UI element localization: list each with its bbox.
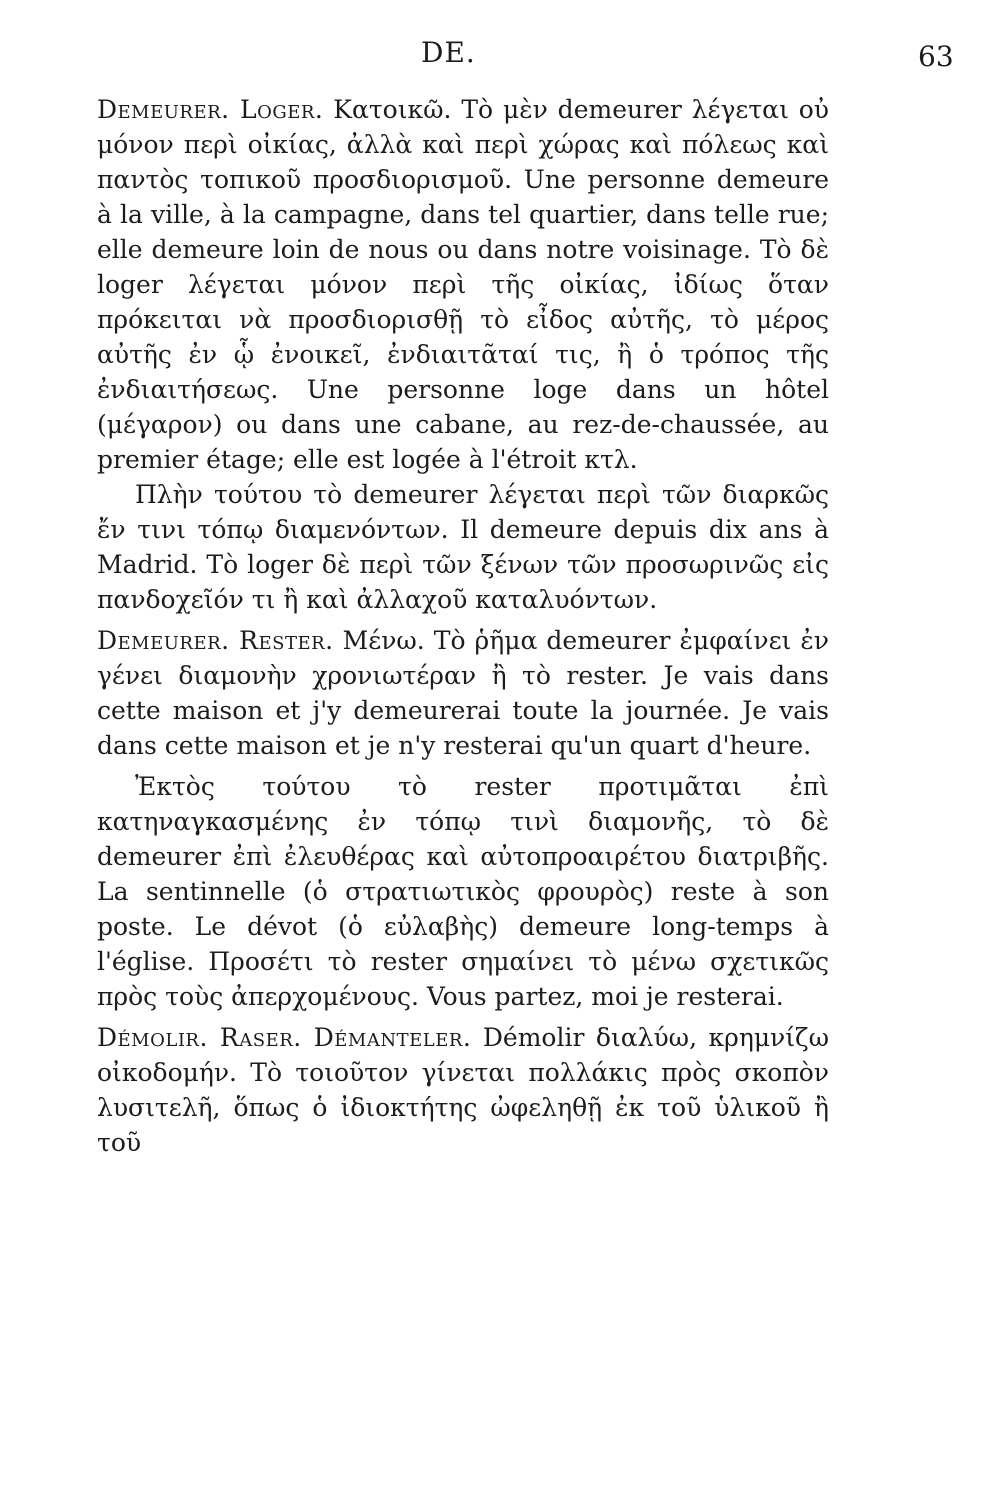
paragraph-continuation (97, 769, 829, 1014)
entry-heading: Démolir. Raser. Démanteler. (97, 1023, 472, 1052)
entry-heading: Demeurer. Loger. (97, 95, 324, 124)
entry-heading: Demeurer. Rester. (97, 626, 334, 655)
paragraph-text: Ἐκτὸς τούτου τὸ rester προτιμᾶται ἐπὶ κατηναγκασμένης ἐν τόπῳ τινὶ διαμονῆς, τὸ δὲ demeurer ἐπὶ ἐλευθέρας καὶ αὐτοπροαιρέτου διατριβῆς. La sentinnelle (ὁ στρατιωτικὸς φρουρὸς) reste à son poste. Le dévot (ὁ εὐλαβὴς) demeure long-temps à l'église. Προσέτι τὸ rester σημαίνει τὸ μένω σχετικῶς πρὸς τοὺς ἀπερχομένους. Vous partez, moi je resterai. (97, 772, 829, 1011)
entry-text: Démolir διαλύω, κρημνίζω οἰκοδομήν. Τὸ τοιοῦτον γίνεται πολλάκις πρὸς σκοπὸν λυσιτελῆ, ὅπως ὁ ἰδιοκτήτης ὠφεληθῇ ἐκ τοῦ ὑλικοῦ ἢ τοῦ (97, 1023, 829, 1157)
page-number: 63 (918, 40, 954, 73)
entry-text: Μένω. Τὸ ῥῆμα demeurer ἐμφαίνει ἐν γένει διαμονὴν χρονιωτέραν ἢ τὸ rester. Je vais dans cette maison et j'y demeurerai toute la journée. Je vais dans cette maison et je n'y resterai qu'un quart d'heure. (97, 626, 829, 760)
body-text (97, 92, 829, 1160)
entry-text: Κατοικῶ. Τὸ μὲν demeurer λέγεται οὐ μόνον περὶ οἰκίας, ἀλλὰ καὶ περὶ χώρας καὶ πόλεως καὶ παντὸς τοπικοῦ προσδιορισμοῦ. Une personne demeure à la ville, à la campagne, dans tel quartier, dans telle rue; elle demeure loin de nous ou dans notre voisinage. Τὸ δὲ loger λέγεται μόνον περὶ τῆς οἰκίας, ἰδίως ὅταν πρόκειται νὰ προσδιορισθῇ τὸ εἶδος αὐτῆς, τὸ μέρος αὐτῆς ἐν ᾧ ἐνοικεῖ, ἐνδιαιτᾶταί τις, ἢ ὁ τρόπος τῆς ἐνδιαιτήσεως. Une personne loge dans un hôtel (μέγαρον) ou dans une cabane, au rez-de-chaussée, au premier étage; elle est logée à l'étroit κτλ. (97, 95, 829, 474)
entry-demeurer-loger (97, 92, 829, 477)
entry-demeurer-rester (97, 623, 829, 763)
running-head-title: DE. (421, 36, 476, 69)
running-head (0, 36, 986, 76)
paragraph-continuation (97, 477, 829, 617)
entry-demolir (97, 1020, 829, 1160)
paragraph-text: Πλὴν τούτου τὸ demeurer λέγεται περὶ τῶν διαρκῶς ἔν τινι τόπῳ διαμενόντων. Il demeure depuis dix ans à Madrid. Τὸ loger δὲ περὶ τῶν ξένων τῶν προσωρινῶς εἰς πανδοχεῖόν τι ἢ καὶ ἀλλαχοῦ καταλυόντων. (97, 480, 829, 614)
